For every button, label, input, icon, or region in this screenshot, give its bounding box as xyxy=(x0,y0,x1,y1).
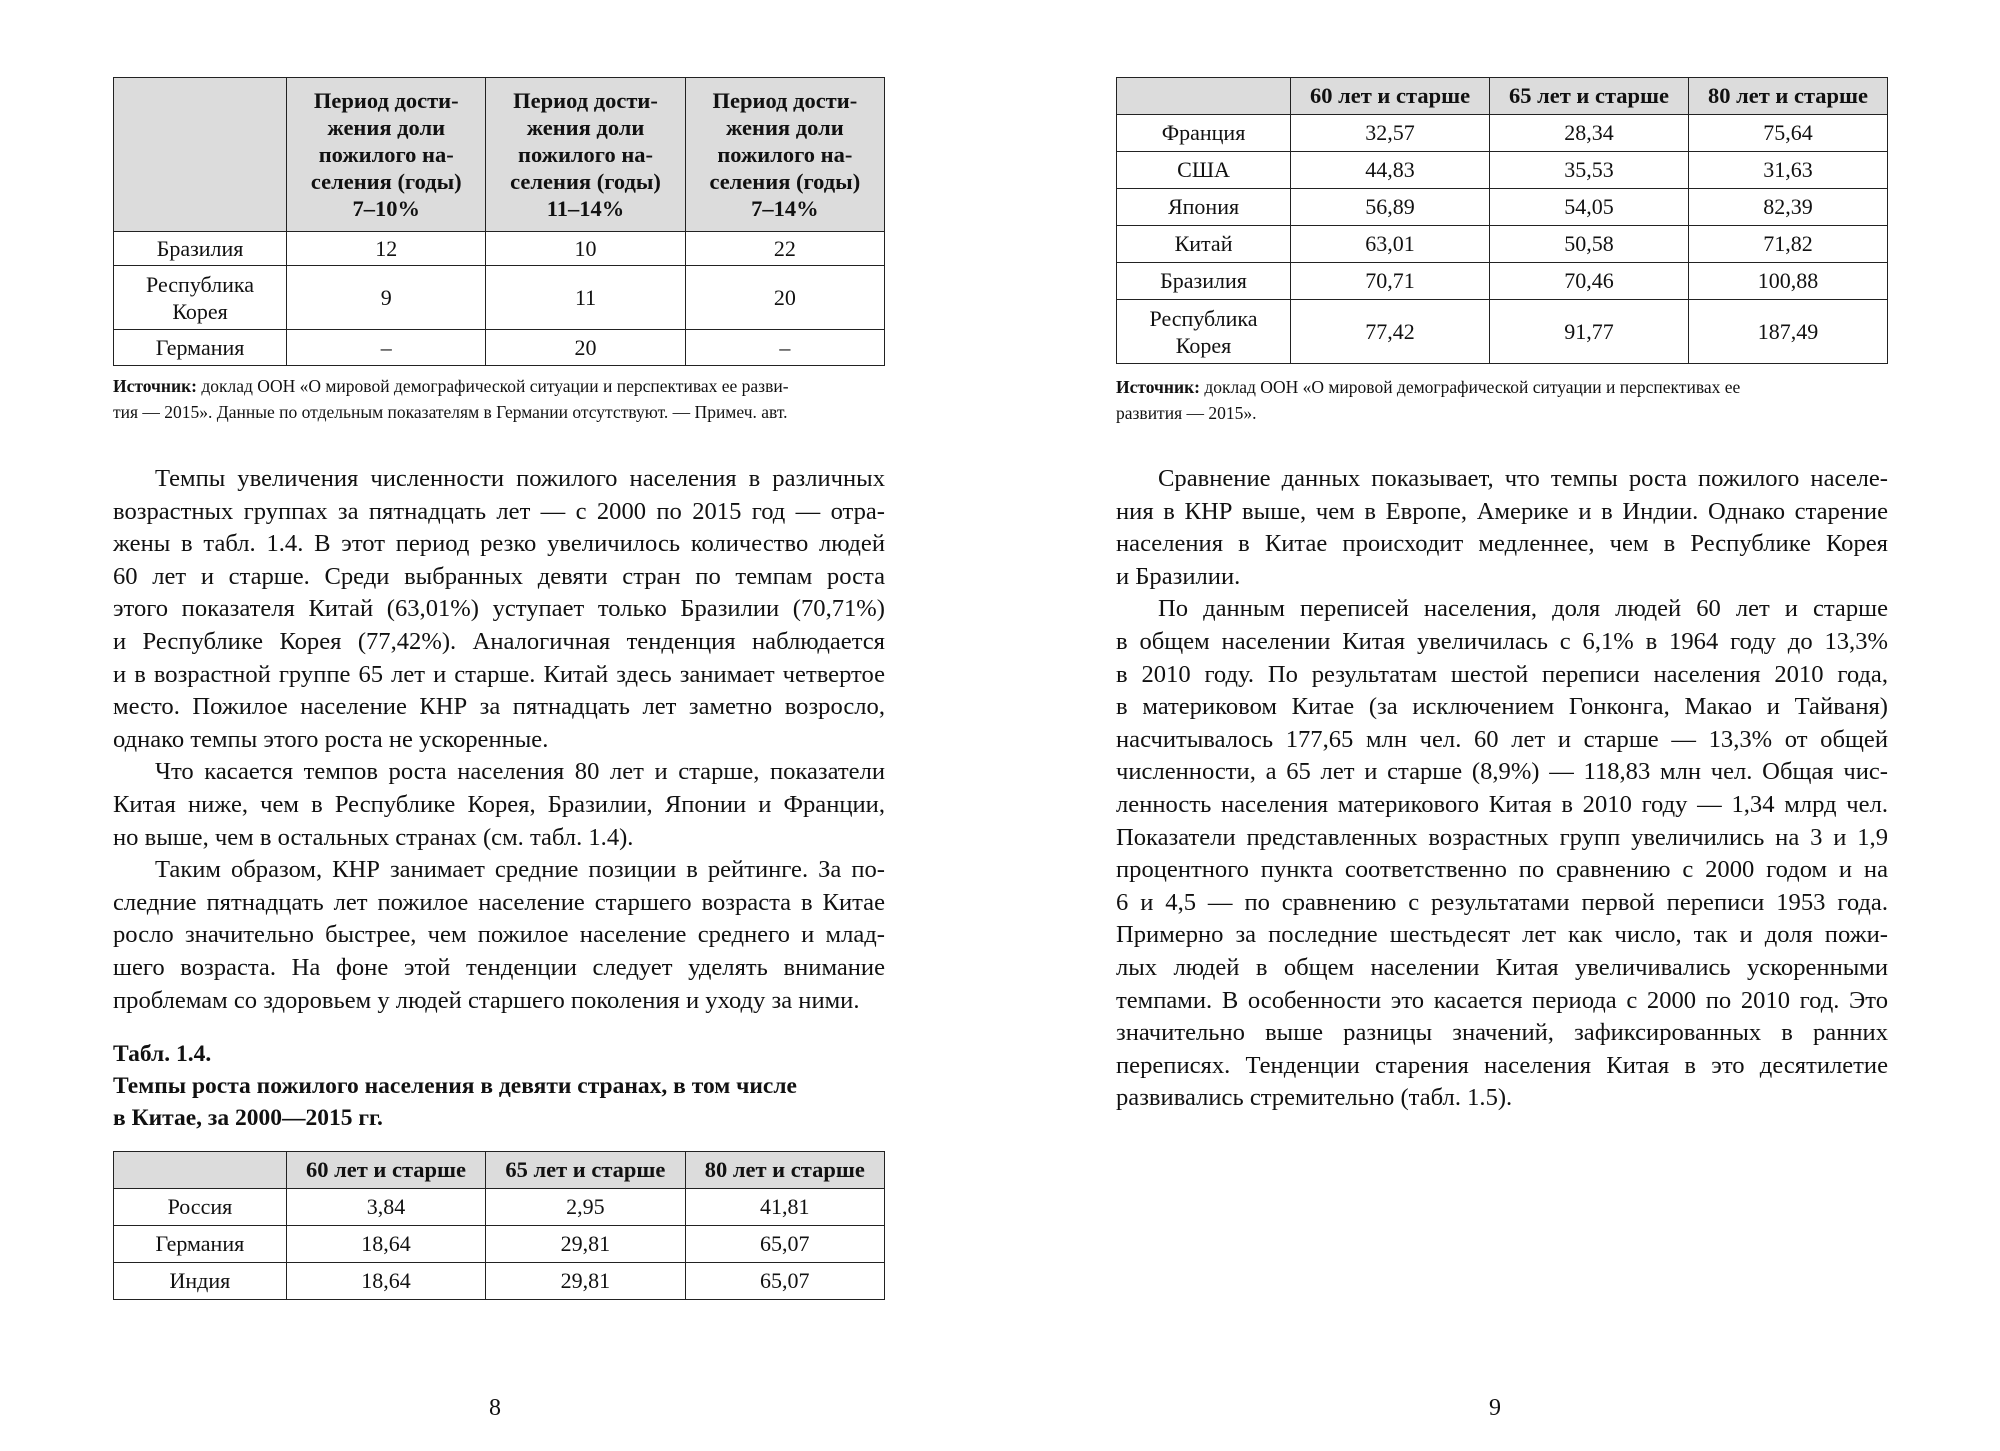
source-label: Источник: xyxy=(113,376,197,396)
table-header-row xyxy=(114,1152,885,1189)
country-cell: Россия xyxy=(114,1189,287,1226)
paragraph xyxy=(1116,463,1888,593)
paragraph-line: По данным переписей населения, доля людей 60 лет и старше xyxy=(1158,595,1888,623)
column-header: 80 лет и старше xyxy=(1689,78,1888,115)
value-cell: 18,64 xyxy=(286,1263,485,1300)
paragraph-line: численности, а 65 лет и старше (8,9%) — 118,83 млн чел. Общая чис- xyxy=(1116,758,1888,786)
table-caption xyxy=(113,1038,913,1134)
paragraph-line: в 2010 году. По результатам шестой переписи населения 2010 года, xyxy=(1116,660,1888,688)
paragraph-line: этого показателя Китай (63,01%) уступает только Бразилии (70,71%) xyxy=(113,595,885,623)
paragraph-line: место. Пожилое население КНР за пятнадцать лет заметно возросло, xyxy=(113,693,885,721)
value-cell: 70,46 xyxy=(1490,263,1689,300)
paragraph-line: Темпы увеличения численности пожилого населения в различных xyxy=(155,465,885,492)
country-cell: Китай xyxy=(1117,226,1291,263)
table-header-row xyxy=(1117,78,1888,115)
source-text: доклад ООН «О мировой демографической ситуации и перспективах ее разви- xyxy=(197,376,789,396)
paragraph-line: в общем населении Китая увеличилась с 6,1% в 1964 году до 13,3% xyxy=(1116,627,1888,655)
column-header: 65 лет и старше xyxy=(1490,78,1689,115)
country-cell: США xyxy=(1117,152,1291,189)
caption-label: Табл. 1.4. xyxy=(113,1041,212,1067)
country-cell: Франция xyxy=(1117,115,1291,152)
table-row xyxy=(114,1263,885,1300)
table-growth-rates-part2 xyxy=(1116,77,1888,364)
column-header: Период дости- жения доли пожилого на- селения (годы) 7–14% xyxy=(685,78,884,232)
column-header: Период дости- жения доли пожилого на- селения (годы) 11–14% xyxy=(486,78,685,232)
body-paragraphs xyxy=(1116,463,1888,1115)
country-cell: Германия xyxy=(114,330,287,366)
column-header: 65 лет и старше xyxy=(486,1152,685,1189)
table-row xyxy=(1117,115,1888,152)
paragraph-line: и Республике Корея (77,42%). Аналогичная тенденция наблюдается xyxy=(113,627,885,655)
value-cell: 54,05 xyxy=(1490,189,1689,226)
value-cell: – xyxy=(685,330,884,366)
table-source-note xyxy=(1116,374,1896,426)
table-corner-cell xyxy=(114,78,287,232)
paragraph-line: ленность населения материкового Китая в 2010 году — 1,34 млрд чел. xyxy=(1116,790,1888,818)
caption-title: в Китае, за 2000—2015 гг. xyxy=(113,1105,383,1131)
value-cell: 56,89 xyxy=(1291,189,1490,226)
paragraph-line: лых людей в общем населении Китая увеличивались ускоренными xyxy=(1116,953,1888,981)
paragraph-line: Сравнение данных показывает, что темпы роста пожилого населе- xyxy=(1158,465,1888,492)
paragraph-line: возрастных группах за пятнадцать лет — с 2000 по 2015 год — отра- xyxy=(113,497,885,525)
paragraph-line: темпами. В особенности это касается периода с 2000 по 2010 год. Это xyxy=(1116,986,1888,1014)
value-cell: 20 xyxy=(486,330,685,366)
paragraph-line: но выше, чем в остальных странах (см. табл. 1.4). xyxy=(113,823,634,851)
table-corner-cell xyxy=(1117,78,1291,115)
country-cell: Япония xyxy=(1117,189,1291,226)
paragraph-line: значительно выше разницы значений, зафиксированных в ранних xyxy=(1116,1019,1888,1047)
paragraph-line: росло значительно быстрее, чем пожилое население среднего и млад- xyxy=(113,921,885,949)
right-page xyxy=(1000,0,2000,1451)
paragraph xyxy=(113,756,885,854)
paragraph-line: и в возрастной группе 65 лет и старше. Китай здесь занимает четвертое xyxy=(113,660,885,688)
paragraph-line: насчитывалось 177,65 млн чел. 60 лет и старше — 13,3% от общей xyxy=(1116,725,1888,753)
paragraph-line: следние пятнадцать лет пожилое население старшего возраста в Китае xyxy=(113,888,885,916)
paragraph-line: развивались стремительно (табл. 1.5). xyxy=(1116,1084,1513,1112)
country-cell: Республика Корея xyxy=(1117,300,1291,364)
country-cell: Бразилия xyxy=(1117,263,1291,300)
value-cell: 20 xyxy=(685,266,884,330)
table-row xyxy=(114,1226,885,1263)
value-cell: 65,07 xyxy=(685,1263,884,1300)
source-text: развития — 2015». xyxy=(1116,403,1257,423)
paragraph-line: Китая ниже, чем в Республике Корея, Бразилии, Японии и Франции, xyxy=(113,790,885,818)
value-cell: 44,83 xyxy=(1291,152,1490,189)
paragraph xyxy=(113,854,885,1017)
paragraph xyxy=(1116,593,1888,1115)
table-source-note xyxy=(113,373,893,425)
paragraph-line: переписях. Тенденции старения населения Китая в это десятилетие xyxy=(1116,1051,1888,1079)
source-label: Источник: xyxy=(1116,377,1200,397)
paragraph-line: и Бразилии. xyxy=(1116,562,1241,590)
value-cell: 11 xyxy=(486,266,685,330)
value-cell: 100,88 xyxy=(1689,263,1888,300)
paragraph-line: проблемам со здоровьем у людей старшего поколения и уходу за ними. xyxy=(113,986,860,1014)
value-cell: 18,64 xyxy=(286,1226,485,1263)
value-cell: 29,81 xyxy=(486,1263,685,1300)
table-corner-cell xyxy=(114,1152,287,1189)
value-cell: 9 xyxy=(287,266,486,330)
value-cell: 22 xyxy=(685,232,884,266)
column-header: 60 лет и старше xyxy=(1291,78,1490,115)
value-cell: 41,81 xyxy=(685,1189,884,1226)
paragraph-line: 6 и 4,5 — по сравнению с результатами первой переписи 1953 года. xyxy=(1116,888,1888,916)
paragraph-line: однако темпы этого роста не ускоренные. xyxy=(113,725,549,753)
value-cell: 77,42 xyxy=(1291,300,1490,364)
country-cell: Бразилия xyxy=(114,232,287,266)
value-cell: 29,81 xyxy=(486,1226,685,1263)
country-cell: Республика Корея xyxy=(114,266,287,330)
table-growth-rates-part1 xyxy=(113,1151,885,1300)
column-header: 60 лет и старше xyxy=(286,1152,485,1189)
value-cell: 187,49 xyxy=(1689,300,1888,364)
value-cell: – xyxy=(287,330,486,366)
page-number: 9 xyxy=(1489,1395,1501,1421)
paragraph-line: Показатели представленных возрастных групп увеличились на 3 и 1,9 xyxy=(1116,823,1888,851)
paragraph-line: в материковом Китае (за исключением Гонконга, Макао и Тайваня) xyxy=(1116,693,1888,721)
table-row xyxy=(1117,189,1888,226)
value-cell: 28,34 xyxy=(1490,115,1689,152)
value-cell: 70,71 xyxy=(1291,263,1490,300)
table-row xyxy=(1117,300,1888,364)
paragraph-line: 60 лет и старше. Среди выбранных девяти стран по темпам роста xyxy=(113,562,885,590)
value-cell: 12 xyxy=(287,232,486,266)
value-cell: 82,39 xyxy=(1689,189,1888,226)
table-row xyxy=(1117,226,1888,263)
column-header: Период дости- жения доли пожилого на- селения (годы) 7–10% xyxy=(287,78,486,232)
column-header: 80 лет и старше xyxy=(685,1152,884,1189)
value-cell: 71,82 xyxy=(1689,226,1888,263)
paragraph-line: ния в КНР выше, чем в Европе, Америке и в Индии. Однако старение xyxy=(1116,497,1888,525)
table-period-aging xyxy=(113,77,885,366)
table-row xyxy=(114,232,885,266)
value-cell: 91,77 xyxy=(1490,300,1689,364)
paragraph-line: процентного пункта соответственно по сравнению с 2000 годом и на xyxy=(1116,856,1888,884)
country-cell: Германия xyxy=(114,1226,287,1263)
paragraph-line: населения в Китае происходит медленнее, чем в Республике Корея xyxy=(1116,530,1888,558)
paragraph-line: Примерно за последние шестьдесят лет как число, так и доля пожи- xyxy=(1116,921,1888,949)
value-cell: 63,01 xyxy=(1291,226,1490,263)
table-row xyxy=(1117,263,1888,300)
paragraph-line: жены в табл. 1.4. В этот период резко увеличилось количество людей xyxy=(113,530,885,558)
table-header-row xyxy=(114,78,885,232)
value-cell: 31,63 xyxy=(1689,152,1888,189)
source-text: доклад ООН «О мировой демографической ситуации и перспективах ее xyxy=(1200,377,1741,397)
caption-title: Темпы роста пожилого населения в девяти странах, в том числе xyxy=(113,1073,797,1099)
value-cell: 35,53 xyxy=(1490,152,1689,189)
source-text: тия — 2015». Данные по отдельным показателям в Германии отсутствуют. — Примеч. авт. xyxy=(113,402,788,422)
value-cell: 50,58 xyxy=(1490,226,1689,263)
value-cell: 65,07 xyxy=(685,1226,884,1263)
table-row xyxy=(114,1189,885,1226)
paragraph xyxy=(113,463,885,756)
paragraph-line: шего возраста. На фоне этой тенденции следует уделять внимание xyxy=(113,953,885,981)
value-cell: 2,95 xyxy=(486,1189,685,1226)
country-cell: Индия xyxy=(114,1263,287,1300)
table-row xyxy=(114,330,885,366)
table-row xyxy=(114,266,885,330)
paragraph-line: Что касается темпов роста населения 80 лет и старше, показатели xyxy=(155,758,885,786)
value-cell: 3,84 xyxy=(286,1189,485,1226)
value-cell: 32,57 xyxy=(1291,115,1490,152)
table-row xyxy=(1117,152,1888,189)
value-cell: 10 xyxy=(486,232,685,266)
value-cell: 75,64 xyxy=(1689,115,1888,152)
body-paragraphs xyxy=(113,463,885,1017)
paragraph-line: Таким образом, КНР занимает средние позиции в рейтинге. За по- xyxy=(155,856,885,884)
page-number: 8 xyxy=(489,1395,501,1421)
